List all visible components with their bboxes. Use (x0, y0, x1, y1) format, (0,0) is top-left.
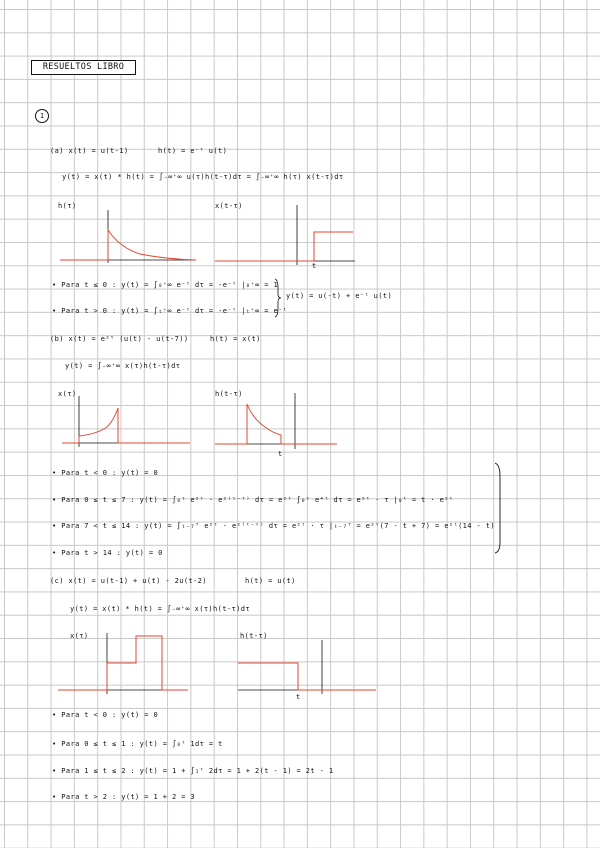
part-b-given-x: (b) x(t) = e²ᵗ (u(t) - u(t-7)) (50, 335, 189, 343)
part-b-x-curve (62, 408, 190, 443)
part-b-case-4: • Para t > 14 : y(t) = 0 (52, 549, 163, 557)
part-a-convolution: y(t) = x(t) * h(t) = ∫₋∞⁺∞ u(τ)h(t-τ)dτ = ∫₋∞⁺∞ h(τ) x(t-τ)dτ (62, 173, 344, 181)
part-a-plot-x (215, 205, 357, 267)
part-a-tick-t: t (312, 262, 317, 270)
part-a-case-2: • Para t > 0 : y(t) = ∫ₜ⁺∞ e⁻ᵗ dτ = -e⁻ᵗ |ₜ⁺∞ = e⁻ᵗ (52, 307, 288, 315)
part-b-case-3: • Para 7 < t ≤ 14 : y(t) = ∫ₜ₋₇⁷ e²ᵗ · e²⁽ᵗ⁻ᵗ⁾ dτ = e²ᵗ · τ |ₜ₋₇⁷ = e²ᵗ(7 - t + 7) = e²ᵗ(14 - t) (52, 522, 495, 530)
exercise-number-badge: 1 (35, 109, 49, 123)
part-b-h-curve (215, 404, 337, 444)
part-b-given-h: h(t) = x(t) (210, 335, 261, 343)
part-b-convolution: y(t) = ∫₋∞⁺∞ x(τ)h(t-τ)dτ (65, 362, 181, 370)
part-c-plot-x (58, 633, 190, 695)
part-c-given-x: (c) x(t) = u(t-1) + u(t) - 2u(t-2) (50, 577, 207, 585)
part-c-label-h: h(t-τ) (240, 632, 268, 640)
part-b-plot-h (215, 393, 340, 453)
part-c-x-steps (58, 636, 188, 690)
part-a-label-x: x(t-τ) (215, 202, 243, 210)
part-c-plot-h (238, 640, 378, 695)
part-a-given-h: h(t) = e⁻ᵗ u(t) (158, 147, 228, 155)
part-b-label-x: x(τ) (58, 390, 77, 398)
part-a-x-step (215, 232, 353, 261)
part-c-tick-t: t (296, 693, 301, 701)
part-b-case-1: • Para t < 0 : y(t) = 0 (52, 469, 159, 477)
part-a-label-h: h(τ) (58, 202, 77, 210)
part-a-plot-h (60, 210, 200, 265)
part-c-case-2: • Para 0 ≤ t ≤ 1 : y(t) = ∫₀ᵗ 1dτ = t (52, 740, 223, 748)
part-b-case-2: • Para 0 ≤ t ≤ 7 : y(t) = ∫₀ᵗ e²ᵗ · e²⁽ᵗ⁻ᵗ⁾ dτ = e²ᵗ ∫₀ᵗ e⁴ᵗ dτ = e²ᵗ · τ |₀ᵗ = t · e²ᵗ (52, 496, 454, 504)
part-a-h-curve (60, 230, 196, 260)
part-b-plot-x (62, 396, 192, 448)
part-c-label-x: x(τ) (70, 632, 89, 640)
page-title: RESUELTOS LIBRO (31, 60, 136, 75)
part-c-convolution: y(t) = x(t) * h(t) = ∫₋∞⁺∞ x(τ)h(t-τ)dτ (70, 605, 250, 613)
part-c-h-step (238, 663, 376, 690)
part-c-case-4: • Para t > 2 : y(t) = 1 + 2 = 3 (52, 793, 196, 801)
part-c-case-3: • Para 1 ≤ t ≤ 2 : y(t) = 1 + ∫₁ᵗ 2dτ = 1 + 2(t - 1) = 2t - 1 (52, 767, 334, 775)
part-c-case-1: • Para t < 0 : y(t) = 0 (52, 711, 159, 719)
part-b-tick-t: t (278, 450, 283, 458)
part-b-label-h: h(t-τ) (215, 390, 243, 398)
part-a-brace (273, 278, 283, 318)
part-c-given-h: h(t) = u(t) (245, 577, 296, 585)
part-a-given-x: (a) x(t) = u(t-1) (50, 147, 129, 155)
part-a-result: y(t) = u(-t) + e⁻ᵗ u(t) (286, 292, 393, 300)
part-b-brace (493, 462, 503, 554)
part-a-case-1: • Para t ≤ 0 : y(t) = ∫₀⁺∞ e⁻ᵗ dτ = -e⁻ᵗ |₀⁺∞ = 1 (52, 281, 279, 289)
